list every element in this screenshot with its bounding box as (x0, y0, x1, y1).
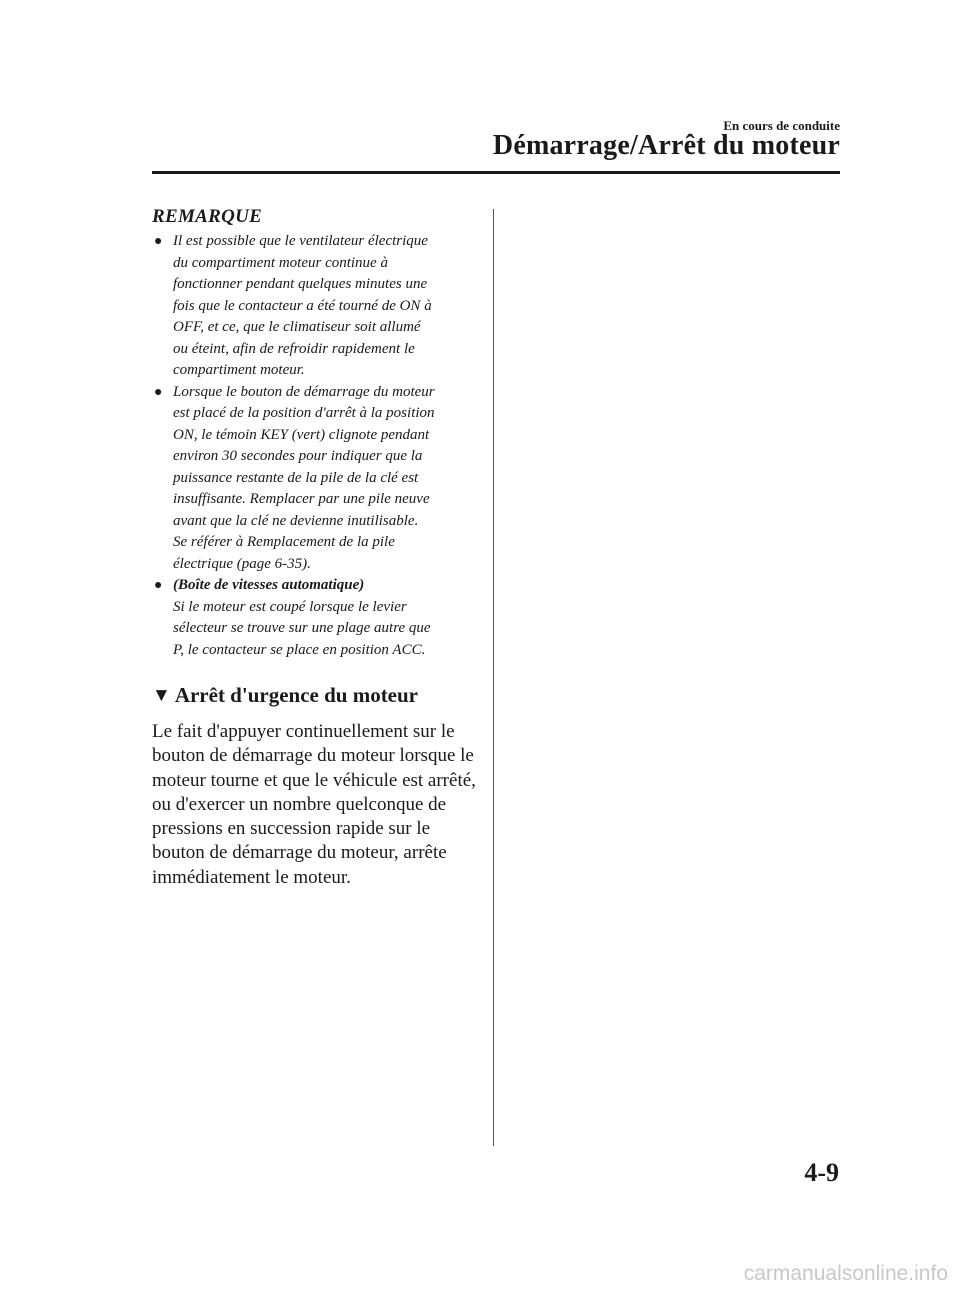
body-line: moteur tourne et que le véhicule est arrêté, (152, 769, 476, 791)
section-body (152, 720, 480, 890)
triangle-down-icon: ▼ (152, 685, 171, 706)
note-line: Il est possible que le ventilateur électrique (173, 233, 428, 249)
note-line: Se référer à Remplacement de la pile (173, 534, 395, 550)
page-number: 4-9 (804, 1158, 839, 1187)
note-line: environ 30 secondes pour indiquer que la (173, 448, 423, 464)
note-list (152, 231, 480, 661)
note-line: électrique (page 6-35). (173, 555, 311, 572)
bullet-icon: ● (154, 384, 163, 400)
note-line: fois que le contacteur a été tourné de ON à (173, 297, 432, 314)
page-title: Démarrage/Arrêt du moteur (492, 130, 840, 161)
body-line: bouton de démarrage du moteur lorsque le (152, 745, 474, 767)
note-line: P, le contacteur se place en position ACC. (173, 641, 426, 658)
note-line: avant que la clé ne devienne inutilisable. (173, 512, 419, 529)
note-line: Si le moteur est coupé lorsque le levier (173, 598, 407, 615)
note-line: du compartiment moteur continue à (173, 254, 388, 271)
note-line: OFF, et ce, que le climatiseur soit allumé (173, 319, 421, 335)
note-list-item (152, 575, 480, 661)
note-line: ON, le témoin KEY (vert) clignote pendant (173, 426, 430, 443)
header-section-label: En cours de conduite (723, 118, 840, 133)
note-line: est placé de la position d'arrêt à la position (173, 405, 435, 421)
watermark: carmanualsonline.info (743, 1262, 948, 1285)
note-line: Lorsque le bouton de démarrage du moteur (173, 383, 435, 400)
section-heading (152, 683, 480, 708)
left-column (152, 206, 480, 890)
section-heading-text: Arrêt d'urgence du moteur (174, 683, 419, 707)
note-line: puissance restante de la pile de la clé est (173, 469, 419, 486)
column-divider (493, 209, 494, 1146)
header-rule (152, 171, 840, 174)
note-list-item (152, 382, 480, 576)
body-line: pressions en succession rapide sur le (152, 818, 431, 840)
note-list-item (152, 231, 480, 382)
body-line: ou d'exercer un nombre quelconque de (152, 793, 447, 815)
note-line: sélecteur se trouve sur une plage autre que (173, 620, 431, 636)
note-subheading: (Boîte de vitesses automatique) (173, 577, 365, 593)
bullet-icon: ● (154, 578, 163, 593)
note-line: compartiment moteur. (173, 362, 305, 378)
note-line: ou éteint, afin de refroidir rapidement le (173, 340, 415, 357)
body-line: immédiatement le moteur. (152, 866, 351, 888)
note-line: fonctionner pendant quelques minutes une (173, 276, 428, 292)
note-line: insuffisante. Remplacer par une pile neuve (173, 491, 430, 507)
note-heading: REMARQUE (152, 206, 263, 227)
body-line: bouton de démarrage du moteur, arrête (152, 842, 447, 864)
body-line: Le fait d'appuyer continuellement sur le (152, 721, 455, 742)
bullet-icon: ● (154, 234, 163, 249)
